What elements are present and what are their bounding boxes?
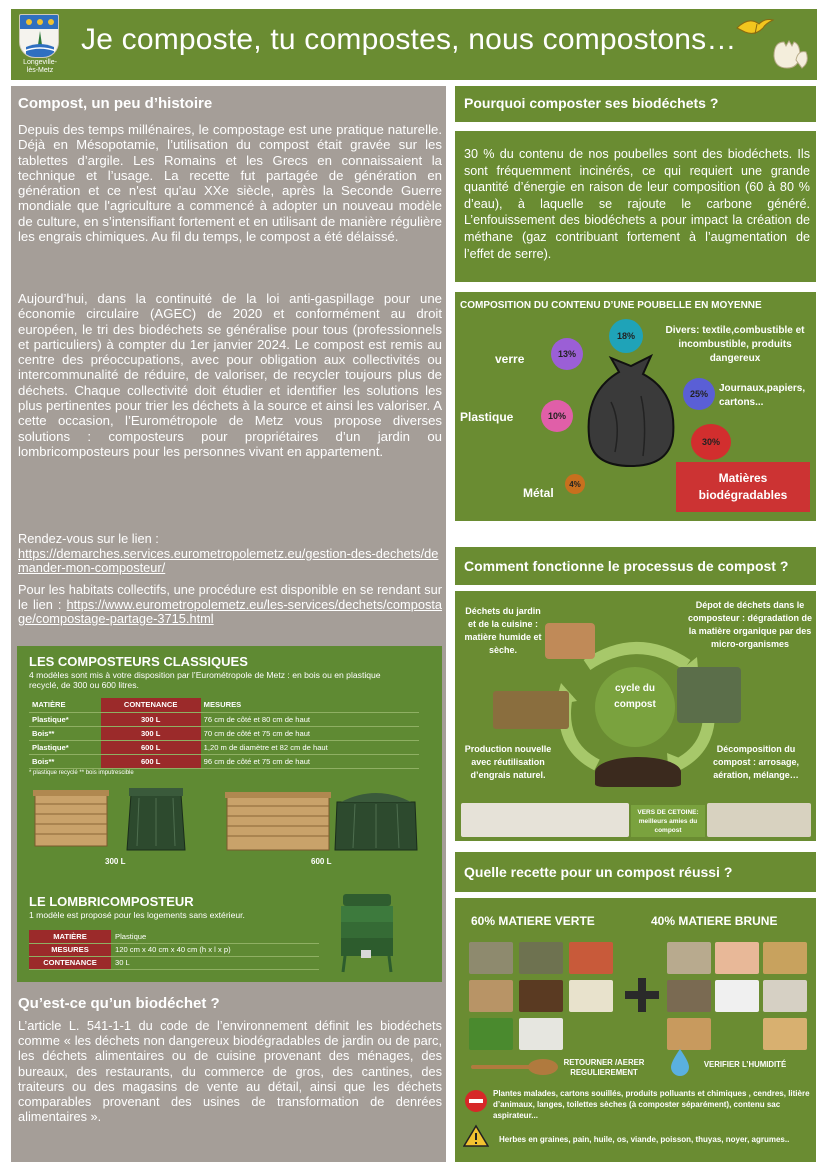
history-paragraph-1: Depuis des temps millénaires, le compostage est une pratique naturelle. Déjà en Mésopotamie, l’utilisation du compost était gravée sur les tablettes d’argile. Les Romains et les Grecs en connaissaient la technique et l’usage. La recette fut partagée de génération en génération et ce n'est qu'au XXe siècle, après la Seconde Guerre mondiale que l'agriculture a commencé à adopter un nouveau modèle de culture, en s’intensifiant fortement et en utilisant de manière régulière les engrais chimiques. Au fil du temps, le compost a été délaissé.	[18, 122, 442, 245]
green-waste-thumb	[469, 1018, 513, 1050]
chart-bubble-verre: 13%	[551, 338, 583, 370]
table-cell: Plastique*	[29, 740, 101, 754]
chart-label-divers: Divers: textile,combustible et incombustible, produits dangereux	[665, 325, 805, 364]
header-banner	[11, 9, 817, 80]
link-block-2	[18, 583, 442, 627]
history-paragraph-2: Aujourd’hui, dans la continuité de la loi anti-gaspillage pour une économie circulaire (AGEC) de 2020 et conformément au droit européen, le tri des biodéchets se généralise pour tous (professionnels et particuliers) à compter du 1er janvier 2024. Le compost est remis au centre des préoccupations, avec pour obligation aux collectivités ou intercommunalité de réduire, de valoriser, de recycler toujours plus de déchets. Chaque collectivité doit étudier et identifier les solutions les plus pertinentes pour trier les déchets à la source et ainsi les valoriser. A cette occasion, l’Eurométropole de Metz vous propose diverses solutions : composteurs pour propriétaires d’un jardin ou lombricomposteurs pour les personnes vivant en appartement.	[18, 291, 442, 459]
green-waste-thumb	[469, 942, 513, 974]
table-cell: 120 cm x 40 cm x 40 cm (h x l x p)	[111, 943, 319, 956]
table-header-row	[29, 698, 419, 712]
column-header: MESURES	[201, 698, 419, 712]
brown-waste-thumb	[763, 980, 807, 1012]
brown-waste-thumb	[667, 1018, 711, 1050]
table-cell: Bois**	[29, 726, 101, 740]
table-row	[29, 740, 419, 754]
insects-image-strip	[461, 803, 629, 837]
table-row	[29, 754, 419, 768]
chart-label-metal: Métal	[523, 486, 554, 500]
forbidden-items-text: Plantes malades, cartons souillés, produits polluants et chimiques , cendres, litière d’animaux, langes, toilettes sèches (à composter séparément), contenu sac aspirateur...	[493, 1089, 810, 1120]
banana-peel-icon	[735, 14, 775, 38]
green-waste-thumb	[519, 942, 563, 974]
trash-composition-chart	[455, 292, 816, 521]
lombricomposteur-title: LE LOMBRICOMPOSTEUR	[29, 894, 194, 909]
table-cell: 30 L	[111, 956, 319, 969]
table-cell: MATIÈRE	[29, 930, 111, 943]
label-600l: 600 L	[311, 857, 332, 866]
town-crest-logo	[19, 14, 59, 58]
chart-bubble-plastique: 10%	[541, 400, 573, 432]
table-row	[29, 930, 319, 943]
chart-label-verre: verre	[495, 352, 525, 366]
forbidden-icon	[465, 1090, 487, 1112]
chart-label-journaux: Journaux,papiers, cartons...	[719, 383, 806, 408]
compostage-partage-link[interactable]: https://www.eurometropolemetz.eu/les-services/dechets/compostage/compostage-partage-3715.html	[18, 596, 443, 626]
composter-garden-image	[677, 667, 741, 723]
caution-items-text: Herbes en graines, pain, huile, os, viande, poisson, thuyas, noyer, agrumes..	[499, 1135, 790, 1144]
brown-waste-thumb	[715, 980, 759, 1012]
table-row	[29, 956, 319, 969]
biodechet-paragraph: L’article L. 541-1-1 du code de l’environnement définit les biodéchets comme « les déchets non dangereux biodégradables de jardin ou de parc, les déchets alimentaires ou de cuisine provenant des ménages, des bureaux, des restaurants, du commerce de gros, des cantines, des traiteurs ou des magasins de vente au détail, ainsi que les déchets comparables provenant des usines de transformation de denrées alimentaires ».	[18, 1018, 442, 1125]
table-row	[29, 726, 419, 740]
table-cell: Bois**	[29, 754, 101, 768]
green-matter-heading: 60% MATIERE VERTE	[471, 914, 595, 928]
green-waste-thumb	[469, 980, 513, 1012]
column-header: MATIÈRE	[29, 698, 101, 712]
composteur-request-link[interactable]: https://demarches.services.eurometropolemetz.eu/gestion-des-dechets/demander-mon-composteur/	[18, 545, 439, 575]
town-name	[13, 59, 67, 75]
history-heading: Compost, un peu d’histoire	[18, 95, 213, 112]
table-cell: Plastique*	[29, 712, 101, 726]
chart-title: COMPOSITION DU CONTENU D’UNE POUBELLE EN MOYENNE	[460, 300, 762, 311]
why-heading-box	[455, 86, 816, 122]
green-waste-thumb	[569, 942, 613, 974]
table-cell: 1,20 m de diamètre et 82 cm de haut	[201, 740, 419, 754]
brown-waste-thumb	[715, 942, 759, 974]
compost-pile-image	[595, 757, 681, 787]
garbage-bag-icon	[581, 352, 681, 470]
eggshell-icon	[770, 36, 810, 70]
warning-icon	[463, 1124, 489, 1148]
lombricomposteur-image	[335, 890, 399, 974]
brown-matter-heading: 40% MATIERE BRUNE	[651, 914, 778, 928]
town-name-line1: Longeville-	[23, 59, 57, 66]
table-cell: 76 cm de côté et 80 cm de haut	[201, 712, 419, 726]
plus-icon	[625, 978, 659, 1012]
green-waste-thumb	[569, 980, 613, 1012]
green-waste-thumb	[519, 980, 563, 1012]
brown-waste-thumb	[667, 980, 711, 1012]
biodegradables-text: Matières biodégradables	[698, 471, 788, 502]
brown-waste-thumb	[763, 1018, 807, 1050]
why-heading: Pourquoi composter ses biodéchets ?	[464, 95, 719, 111]
table-cell: 600 L	[101, 754, 201, 768]
why-paragraph: 30 % du contenu de nos poubelles sont des biodéchets. Ils sont fréquemment incinérés, ce qui requiert une grande quantité d’énergie en raison de leur composition (60 à 80 % d’eau), à laquelle se rajoute le carbone généré. L’enfouissement des biodéchets a pour impact la création de méthane (gaz contribuant fortement à l’augmentation de l’effet de serre).	[464, 147, 810, 261]
table-row	[29, 943, 319, 956]
biodechet-heading: Qu’est-ce qu’un biodéchet ?	[18, 995, 220, 1012]
water-drop-icon	[669, 1048, 691, 1076]
green-waste-thumb	[519, 1018, 563, 1050]
town-name-line2: lès-Metz	[26, 67, 54, 74]
table-cell: 600 L	[101, 740, 201, 754]
aerate-instruction: RETOURNER /AERER REGULIEREMENT	[563, 1058, 645, 1077]
chart-bubble-divers: 18%	[609, 319, 643, 353]
kitchen-waste-image	[545, 623, 595, 659]
page-title: Je composte, tu compostes, nous compostons…	[81, 23, 737, 56]
lombricomposteur-table	[29, 930, 319, 970]
chart-bubble-journaux: 25%	[683, 378, 715, 410]
compost-cycle-panel	[455, 591, 816, 841]
table-row	[29, 712, 419, 726]
collectif-text: Pour les habitats collectifs, une procédure est disponible en se rendant sur le lien :	[18, 582, 442, 612]
link-block-1	[18, 532, 442, 576]
composteurs-title: LES COMPOSTEURS CLASSIQUES	[29, 654, 248, 669]
humidity-instruction: VERIFIER L’HUMIDITÉ	[703, 1060, 787, 1069]
larvae-image	[707, 803, 811, 837]
chart-bubble-biodegradables: 30%	[691, 424, 731, 460]
label-300l: 300 L	[105, 857, 126, 866]
link-intro-text: Rendez-vous sur le lien :	[18, 531, 159, 546]
plastic-composter-600-image	[331, 782, 421, 854]
table-cell: Plastique	[111, 930, 319, 943]
chart-label-biodegradables	[676, 462, 810, 512]
table-cell: 300 L	[101, 726, 201, 740]
brown-waste-thumb	[667, 942, 711, 974]
cycle-step-3: Décomposition du compost : arrosage, aération, mélange…	[712, 744, 800, 780]
cycle-step-4: Production nouvelle avec réutilisation d’engrais naturel.	[464, 744, 552, 780]
cycle-step-1: Déchets du jardin et de la cuisine : matière humide et sèche.	[464, 606, 542, 655]
table-cell: CONTENANCE	[29, 956, 111, 969]
worms-label: VERS DE CETOINE: meilleurs amies du compost	[631, 805, 705, 837]
cycle-step-2: Dépot de déchets dans le composteur : dégradation de la matière organique par des micro-organismes	[687, 600, 812, 649]
cycle-heading: Comment fonctionne le processus de compost ?	[464, 558, 789, 574]
wood-composter-300-image	[31, 784, 111, 850]
recipe-heading-box	[455, 852, 816, 892]
brown-waste-thumb	[763, 942, 807, 974]
lombricomposteur-subtitle: 1 modèle est proposé pour les logements sans extérieur.	[29, 910, 245, 920]
table-footnote: * plastique recyclé ** bois imputrescible	[29, 770, 134, 776]
table-cell: 300 L	[101, 712, 201, 726]
recipe-panel	[455, 898, 816, 1162]
column-header: CONTENANCE	[101, 698, 201, 712]
table-cell: 96 cm de côté et 75 cm de haut	[201, 754, 419, 768]
table-cell: MESURES	[29, 943, 111, 956]
chart-bubble-metal: 4%	[565, 474, 585, 494]
table-cell: 70 cm de côté et 75 cm de haut	[201, 726, 419, 740]
plastic-composter-300-image	[123, 784, 189, 854]
recipe-heading: Quelle recette pour un compost réussi ?	[464, 864, 733, 880]
composteurs-table	[29, 698, 419, 769]
cycle-center-label: cycle du compost	[614, 683, 656, 710]
vegetable-garden-image	[493, 691, 569, 729]
wood-composter-600-image	[223, 786, 333, 854]
chart-label-plastique: Plastique	[460, 410, 514, 424]
composteurs-panel	[17, 646, 442, 982]
composteurs-subtitle: 4 modèles sont mis à votre disposition par l’Eurométropole de Metz : en bois ou en plastique recyclé, de 300 ou 600 litres.	[29, 670, 381, 690]
wooden-spoon-icon	[469, 1058, 559, 1076]
cycle-heading-box	[455, 547, 816, 585]
